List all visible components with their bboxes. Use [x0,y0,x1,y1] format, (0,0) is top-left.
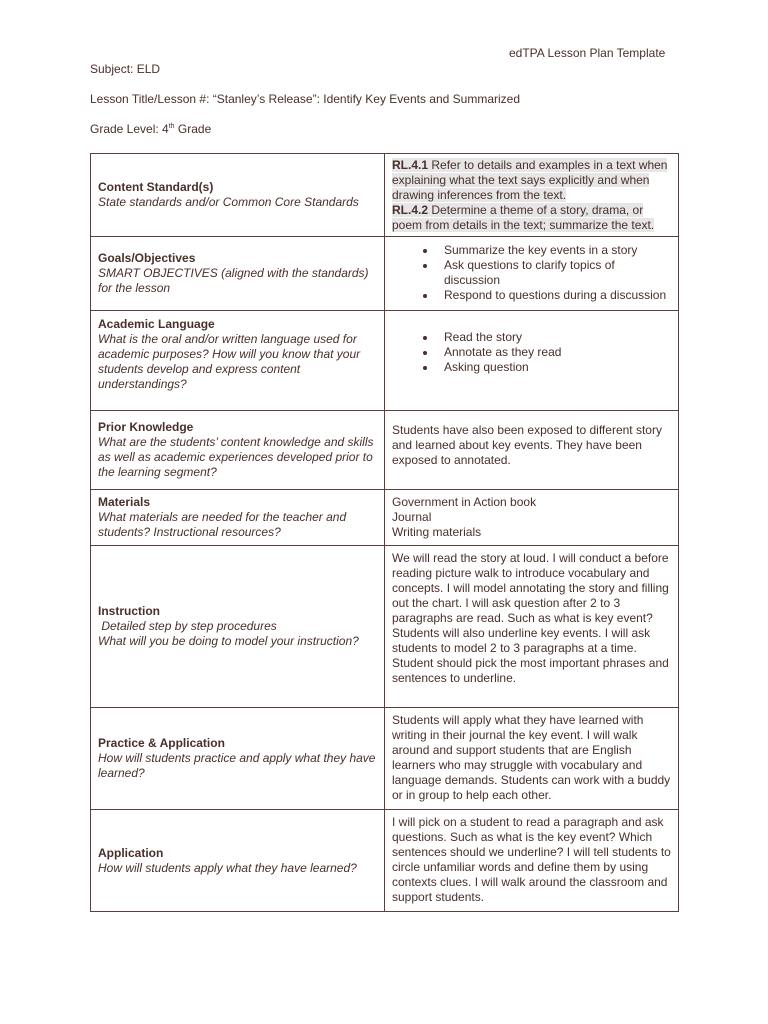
application-label-cell [91,810,385,912]
academic-language-label-cell [91,311,385,411]
list-item: • Respond to questions during a discussion [437,288,671,303]
grade-prefix: Grade Level: 4 [90,122,169,136]
application-value-cell [385,810,679,912]
content-standards-label: Content Standard(s) [98,180,214,194]
content-standards-label-cell [91,154,385,237]
standard-2-text: Determine a theme of a story, drama, or poem from details in the text; summarize the text. [392,203,655,232]
practice-value-cell [385,708,679,810]
row-practice [91,708,679,810]
prior-knowledge-value-cell [385,411,679,490]
row-materials [91,490,679,546]
list-item: • Read the story [437,330,671,345]
materials-item: Government in Action book [392,495,537,509]
list-item: • Ask questions to clarify topics of discussion [437,258,671,288]
materials-value-cell [385,490,679,546]
application-label: Application [98,845,164,860]
practice-label-cell [91,708,385,810]
application-desc: How will students apply what they have learned? [98,860,357,875]
instruction-label-cell [91,546,385,708]
goals-list [392,243,671,303]
materials-label: Materials [98,495,151,509]
lesson-plan-table [90,153,679,912]
goals-label-cell [91,237,385,311]
prior-knowledge-label: Prior Knowledge [98,420,194,434]
goals-value-cell [385,237,679,311]
template-title: edTPA Lesson Plan Template [509,46,666,60]
instruction-desc-1: Detailed step by step procedures [98,619,277,633]
practice-desc: How will students practice and apply what they have learned? [98,751,376,780]
academic-language-value-cell [385,311,679,411]
row-application [91,810,679,912]
prior-knowledge-label-cell [91,411,385,490]
academic-language-label: Academic Language [98,317,215,331]
content-standards-value-cell [385,154,679,237]
subject-line: Subject: ELD [90,62,161,76]
goals-desc: SMART OBJECTIVES (aligned with the standards) for the lesson [98,266,369,295]
goals-label: Goals/Objectives [98,251,196,265]
academic-language-desc: What is the oral and/or written language used for academic purposes? How will you know that your students develop and express content understandings? [98,332,361,391]
instruction-label: Instruction [98,604,160,618]
grade-superscript: th [168,123,175,130]
practice-text: Students will apply what they have learned with writing in their journal the key event. I will walk around and support students that are English learners who may struggle with vocabulary and language demands. Students can work with a buddy or in group to help each other. [392,713,671,802]
academic-language-list [392,330,671,375]
list-item: • Summarize the key events in a story [437,243,671,258]
row-goals [91,237,679,311]
lesson-title-line: Lesson Title/Lesson #: “Stanley’s Release”: Identify Key Events and Summarized [90,92,521,106]
grade-suffix: Grade [174,122,212,136]
application-text: I will pick on a student to read a paragraph and ask questions. Such as what is the key event? Which sentences should we underline? I will tell students to circle unfamiliar words and define them by using contexts clues. I will walk around the classroom and support students. [392,815,671,904]
prior-knowledge-desc: What are the students’ content knowledge and skills as well as academic experiences developed prior to the learning segment? [98,435,374,479]
instruction-value-cell [385,546,679,708]
materials-label-cell [91,490,385,546]
row-academic-language [91,311,679,411]
list-item: • Annotate as they read [437,345,671,360]
list-item: • Asking question [437,360,671,375]
row-instruction [91,546,679,708]
row-prior-knowledge [91,411,679,490]
instruction-text: We will read the story at loud. I will conduct a before reading picture walk to introduce vocabulary and concepts. I will model annotating the story and filling out the chart. I will ask question after 2 to 3 paragraphs are read. Such as what is key event? Students will also underline key events. I will ask students to model 2 to 3 paragraphs at a time. Student should pick the most important phrases and sentences to underline. [392,551,669,685]
standard-1-code: RL.4.1 [392,158,429,172]
instruction-desc-2: What will you be doing to model your instruction? [98,634,359,648]
materials-item: Journal [392,510,432,524]
materials-item: Writing materials [392,525,482,539]
grade-level-line [90,122,211,136]
standard-1-text: Refer to details and examples in a text when explaining what the text says explicitly and when drawing inferences from the text. [392,158,668,202]
practice-label: Practice & Application [98,736,225,750]
row-content-standards [91,154,679,237]
content-standards-desc: State standards and/or Common Core Standards [98,195,359,209]
standard-2-code: RL.4.2 [392,203,429,217]
materials-desc: What materials are needed for the teacher and students? Instructional resources? [98,510,347,539]
prior-knowledge-text: Students have also been exposed to different story and learned about key events. They have been exposed to annotated. [392,423,662,467]
